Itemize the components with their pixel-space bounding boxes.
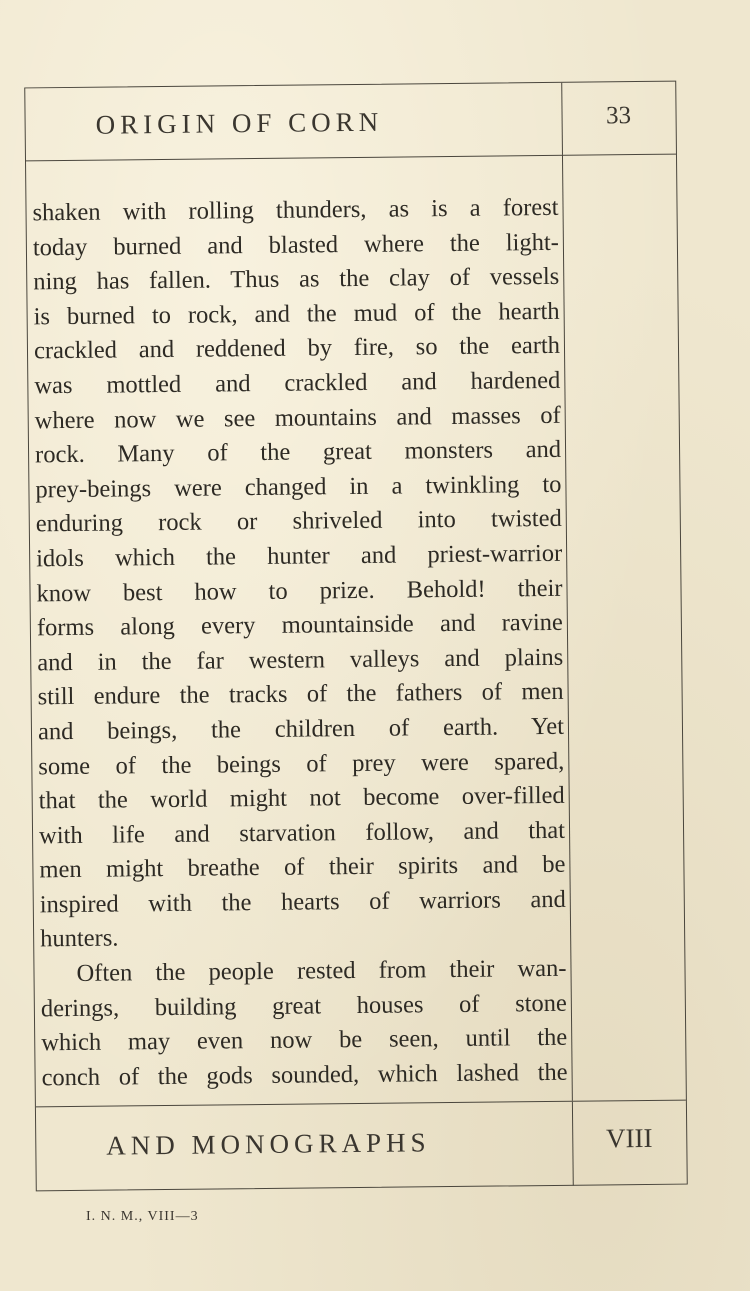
- text-line: inspired with the hearts of warriors and: [39, 885, 566, 919]
- text-line: men might breathe of their spirits and be: [39, 851, 566, 884]
- text-line: shaken with rolling thunders, as is a forest: [32, 193, 559, 227]
- text-line: was mottled and crackled and hardened: [34, 366, 561, 400]
- text-line: rock. Many of the great monsters and: [34, 435, 562, 469]
- text-line: is burned to rock, and the mud of the hearth: [33, 297, 560, 331]
- text-line: with life and starvation follow, and that: [38, 816, 566, 850]
- text-line: that the world might not become over-filled: [38, 781, 565, 815]
- text-line: derings, building great houses of stone: [40, 989, 567, 1022]
- text-line: forms along every mountainside and ravine: [36, 608, 564, 642]
- text-line: and beings, the children of earth. Yet: [37, 712, 565, 746]
- text-line: which may even now be seen, until the: [41, 1024, 568, 1057]
- text-line: idols which the hunter and priest-warrior: [36, 539, 563, 573]
- running-title: ORIGIN OF CORN: [95, 106, 384, 140]
- text-line: Often the people rested from their wan-: [76, 954, 567, 988]
- text-line: and in the far western valleys and plains: [37, 643, 564, 677]
- body-text: [32, 191, 567, 1096]
- text-line: today burned and blasted where the light-: [32, 228, 560, 261]
- text-line: conch of the gods sounded, which lashed the: [41, 1058, 568, 1092]
- text-line: know best how to prize. Behold! their: [36, 574, 563, 607]
- volume-number: VIII: [605, 1122, 653, 1154]
- text-line: enduring rock or shriveled into twisted: [35, 505, 562, 538]
- signature-mark: I. N. M., VIII—3: [86, 1209, 199, 1224]
- body-area: [26, 154, 686, 1107]
- text-line: ning has fallen. Thus as the clay of vessels: [33, 263, 560, 296]
- series-title: AND MONOGRAPHS: [106, 1127, 431, 1161]
- page-frame: [24, 81, 688, 1192]
- text-line: prey-beings were changed in a twinkling to: [35, 470, 562, 504]
- text-line: some of the beings of prey were spared,: [38, 747, 565, 780]
- text-line: still endure the tracks of the fathers of men: [37, 678, 564, 711]
- text-line: hunters.: [40, 924, 119, 953]
- page-number: 33: [605, 102, 632, 130]
- text-line: where now we see mountains and masses of: [34, 401, 561, 434]
- text-line: crackled and reddened by fire, so the earth: [33, 332, 561, 365]
- running-footer: [36, 1100, 687, 1192]
- running-header: [25, 82, 676, 162]
